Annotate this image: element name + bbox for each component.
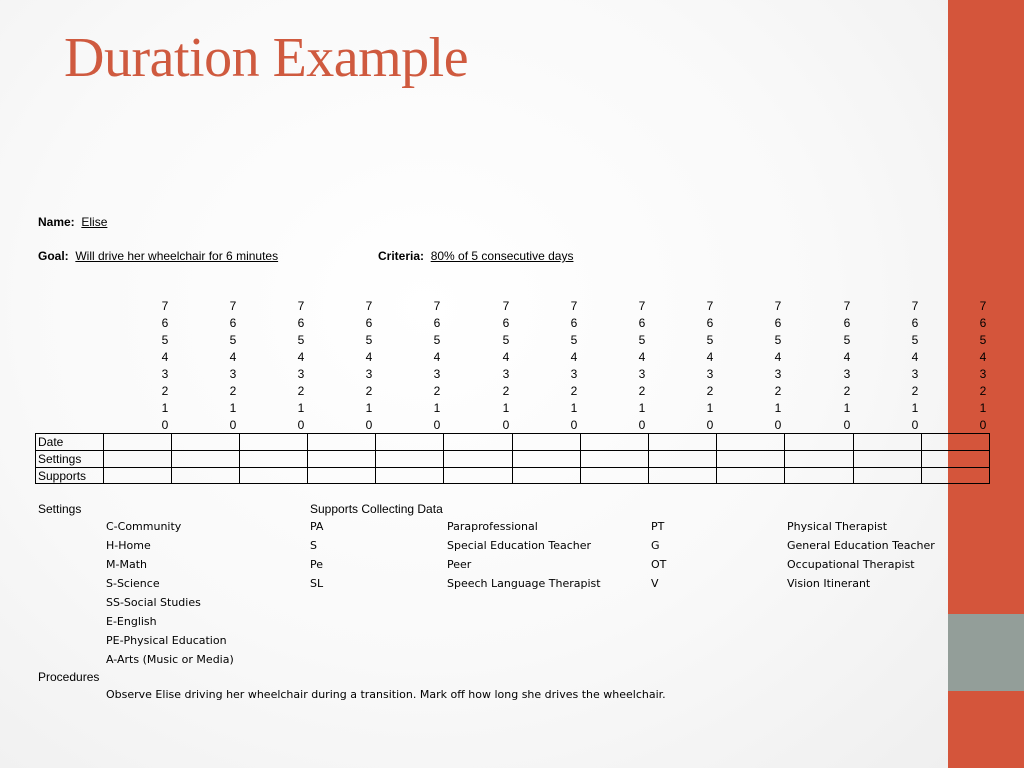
scale-value: 2 xyxy=(979,384,987,398)
scale-value: 4 xyxy=(774,350,782,364)
scale-value: 5 xyxy=(297,333,305,347)
scale-value: 6 xyxy=(774,316,782,330)
scale-value: 6 xyxy=(502,316,510,330)
scale-value: 3 xyxy=(502,367,510,381)
criteria-label: Criteria: xyxy=(378,249,425,263)
scale-value: 3 xyxy=(638,367,646,381)
settings-item: SS-Social Studies xyxy=(106,596,201,609)
scale-value: 5 xyxy=(161,333,169,347)
support-name: Vision Itinerant xyxy=(787,577,871,590)
scale-value: 5 xyxy=(365,333,373,347)
support-code: Pe xyxy=(310,558,324,571)
scale-value: 0 xyxy=(706,418,714,432)
scale-value: 7 xyxy=(911,299,919,313)
support-name: Speech Language Therapist xyxy=(447,577,601,590)
grid-column-divider xyxy=(784,434,785,483)
grid-column-divider xyxy=(307,434,308,483)
scale-value: 4 xyxy=(979,350,987,364)
support-name: Physical Therapist xyxy=(787,520,888,533)
scale-value: 3 xyxy=(774,367,782,381)
scale-value: 7 xyxy=(502,299,510,313)
scale-value: 0 xyxy=(229,418,237,432)
scale-column xyxy=(837,298,857,434)
scale-column xyxy=(427,298,447,434)
support-name: General Education Teacher xyxy=(787,539,935,552)
procedures-heading: Procedures xyxy=(38,670,100,684)
scale-value: 1 xyxy=(433,401,441,415)
name-row xyxy=(38,215,107,229)
goal-row xyxy=(38,249,278,263)
scale-value: 6 xyxy=(365,316,373,330)
scale-value: 4 xyxy=(570,350,578,364)
scale-value: 6 xyxy=(161,316,169,330)
scale-value: 6 xyxy=(229,316,237,330)
scale-value: 4 xyxy=(843,350,851,364)
scale-value: 0 xyxy=(433,418,441,432)
scale-value: 5 xyxy=(229,333,237,347)
scale-value: 7 xyxy=(843,299,851,313)
scale-value: 5 xyxy=(843,333,851,347)
scale-value: 1 xyxy=(297,401,305,415)
scale-value: 4 xyxy=(229,350,237,364)
scale-value: 1 xyxy=(843,401,851,415)
support-code: V xyxy=(651,577,659,590)
settings-item: M-Math xyxy=(106,558,147,571)
scale-value: 1 xyxy=(365,401,373,415)
grid-label-settings: Settings xyxy=(38,452,82,466)
scale-value: 3 xyxy=(979,367,987,381)
scale-value: 2 xyxy=(774,384,782,398)
scale-value: 6 xyxy=(843,316,851,330)
scale-value: 7 xyxy=(570,299,578,313)
scale-value: 2 xyxy=(297,384,305,398)
scale-value: 2 xyxy=(229,384,237,398)
scale-value: 4 xyxy=(161,350,169,364)
grid-column-divider xyxy=(580,434,581,483)
support-code: PT xyxy=(651,520,665,533)
scale-value: 5 xyxy=(638,333,646,347)
scale-value: 1 xyxy=(638,401,646,415)
scale-value: 6 xyxy=(979,316,987,330)
scale-value: 7 xyxy=(638,299,646,313)
grid-column-divider xyxy=(103,434,104,483)
scale-value: 1 xyxy=(161,401,169,415)
grid-column-divider xyxy=(853,434,854,483)
support-name: Occupational Therapist xyxy=(787,558,915,571)
scale-value: 7 xyxy=(365,299,373,313)
scale-value: 2 xyxy=(843,384,851,398)
slide-title: Duration Example xyxy=(64,27,469,89)
scale-column xyxy=(223,298,243,434)
scale-value: 6 xyxy=(638,316,646,330)
support-name: Peer xyxy=(447,558,472,571)
scale-value: 3 xyxy=(365,367,373,381)
settings-item: S-Science xyxy=(106,577,160,590)
scale-value: 3 xyxy=(229,367,237,381)
scale-value: 3 xyxy=(433,367,441,381)
grid-column-divider xyxy=(375,434,376,483)
scale-value: 1 xyxy=(229,401,237,415)
support-code: G xyxy=(651,539,660,552)
scale-column xyxy=(359,298,379,434)
scale-value: 5 xyxy=(774,333,782,347)
scale-value: 5 xyxy=(433,333,441,347)
goal-label: Goal: xyxy=(38,249,69,263)
scale-value: 0 xyxy=(979,418,987,432)
data-grid xyxy=(35,433,990,484)
scale-column xyxy=(496,298,516,434)
scale-value: 5 xyxy=(911,333,919,347)
scale-value: 2 xyxy=(433,384,441,398)
scale-value: 3 xyxy=(570,367,578,381)
support-name: Paraprofessional xyxy=(447,520,538,533)
scale-value: 0 xyxy=(161,418,169,432)
scale-value: 3 xyxy=(161,367,169,381)
scale-value: 2 xyxy=(502,384,510,398)
scale-column xyxy=(564,298,584,434)
scale-value: 1 xyxy=(911,401,919,415)
grid-column-divider xyxy=(239,434,240,483)
scale-value: 0 xyxy=(774,418,782,432)
scale-value: 6 xyxy=(570,316,578,330)
scale-value: 0 xyxy=(911,418,919,432)
scale-value: 7 xyxy=(774,299,782,313)
scale-value: 2 xyxy=(365,384,373,398)
scale-value: 3 xyxy=(706,367,714,381)
scale-value: 4 xyxy=(706,350,714,364)
grid-column-divider xyxy=(443,434,444,483)
scale-value: 1 xyxy=(774,401,782,415)
scale-value: 6 xyxy=(706,316,714,330)
scale-value: 4 xyxy=(502,350,510,364)
settings-item: PE-Physical Education xyxy=(106,634,227,647)
support-code: PA xyxy=(310,520,324,533)
name-label: Name: xyxy=(38,215,75,229)
criteria-value: 80% of 5 consecutive days xyxy=(430,249,574,263)
scale-value: 3 xyxy=(297,367,305,381)
scale-value: 6 xyxy=(911,316,919,330)
scale-column xyxy=(973,298,993,434)
scale-column xyxy=(632,298,652,434)
name-value: Elise xyxy=(81,215,108,229)
grid-column-divider xyxy=(921,434,922,483)
scale-value: 7 xyxy=(161,299,169,313)
scale-value: 4 xyxy=(911,350,919,364)
accent-sidebar-gray-block xyxy=(948,614,1024,691)
settings-item: C-Community xyxy=(106,520,182,533)
scale-value: 1 xyxy=(979,401,987,415)
grid-column-divider xyxy=(512,434,513,483)
scale-value: 2 xyxy=(706,384,714,398)
scale-value: 5 xyxy=(570,333,578,347)
scale-value: 7 xyxy=(979,299,987,313)
support-name: Special Education Teacher xyxy=(447,539,592,552)
scale-column xyxy=(155,298,175,434)
grid-column-divider xyxy=(716,434,717,483)
scale-value: 3 xyxy=(911,367,919,381)
settings-item: H-Home xyxy=(106,539,151,552)
scale-column xyxy=(700,298,720,434)
scale-column xyxy=(905,298,925,434)
scale-value: 0 xyxy=(638,418,646,432)
scale-value: 5 xyxy=(706,333,714,347)
grid-label-supports: Supports xyxy=(38,469,87,483)
settings-item: A-Arts (Music or Media) xyxy=(106,653,234,666)
support-code: OT xyxy=(651,558,667,571)
scale-value: 7 xyxy=(706,299,714,313)
settings-heading: Settings xyxy=(38,502,82,516)
scale-value: 7 xyxy=(297,299,305,313)
scale-value: 1 xyxy=(502,401,510,415)
settings-item: E-English xyxy=(106,615,157,628)
scale-value: 6 xyxy=(433,316,441,330)
scale-value: 7 xyxy=(433,299,441,313)
scale-column xyxy=(768,298,788,434)
grid-label-date: Date xyxy=(38,435,64,449)
support-code: SL xyxy=(310,577,324,590)
scale-value: 0 xyxy=(570,418,578,432)
scale-value: 5 xyxy=(979,333,987,347)
scale-column xyxy=(291,298,311,434)
scale-value: 6 xyxy=(297,316,305,330)
scale-value: 0 xyxy=(502,418,510,432)
scale-value: 1 xyxy=(570,401,578,415)
grid-column-divider xyxy=(171,434,172,483)
scale-value: 7 xyxy=(229,299,237,313)
scale-value: 4 xyxy=(297,350,305,364)
scale-value: 4 xyxy=(365,350,373,364)
scale-value: 0 xyxy=(297,418,305,432)
scale-value: 1 xyxy=(706,401,714,415)
scale-value: 3 xyxy=(843,367,851,381)
grid-column-divider xyxy=(648,434,649,483)
scale-value: 5 xyxy=(502,333,510,347)
procedures-text: Observe Elise driving her wheelchair during a transition. Mark off how long she drives the wheelchair. xyxy=(106,688,666,701)
scale-value: 2 xyxy=(911,384,919,398)
scale-value: 0 xyxy=(843,418,851,432)
scale-value: 0 xyxy=(365,418,373,432)
support-code: S xyxy=(310,539,317,552)
supports-heading: Supports Collecting Data xyxy=(310,502,443,516)
scale-value: 2 xyxy=(570,384,578,398)
scale-value: 2 xyxy=(161,384,169,398)
criteria-row xyxy=(378,249,573,263)
goal-value: Will drive her wheelchair for 6 minutes xyxy=(75,249,279,263)
scale-value: 4 xyxy=(433,350,441,364)
scale-value: 2 xyxy=(638,384,646,398)
scale-value: 4 xyxy=(638,350,646,364)
